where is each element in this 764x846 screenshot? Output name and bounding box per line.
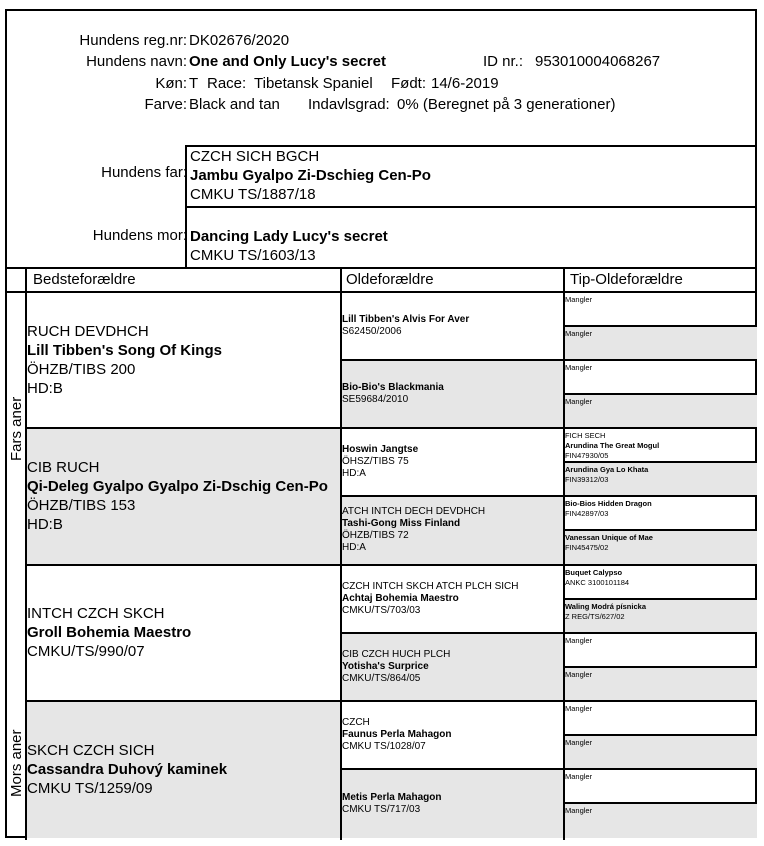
ancestor-reg: CMKU/TS/990/07: [27, 643, 145, 660]
ancestor-titles: Mangler: [565, 737, 593, 747]
great-great-grandparents-cell: [565, 327, 757, 361]
great-great-grandparents-cell: [565, 600, 757, 634]
name-value: One and Only Lucy's secret: [189, 53, 386, 70]
ancestor-name: Waling Modrá písnicka: [565, 601, 646, 611]
ancestor-name: Vanessan Unique of Mae: [565, 533, 653, 543]
mother-label: Hundens mor:: [92, 227, 187, 244]
ancestor-entry: [565, 499, 757, 519]
dog-header: [7, 11, 755, 145]
ancestor-entry: [342, 649, 563, 685]
ancestor-entry: [565, 363, 757, 373]
great-grandparents-cell: [342, 293, 563, 361]
ancestor-titles: Mangler: [565, 363, 593, 373]
ancestor-titles: Mangler: [565, 635, 593, 645]
race-label: Race:: [207, 75, 247, 92]
ancestor-name: Hoswin Jangtse: [342, 444, 419, 456]
ancestor-titles: Mangler: [565, 703, 593, 713]
ancestor-name: Bio-Bio's Blackmania: [342, 382, 444, 394]
ancestor-reg: FIN45475/02: [565, 543, 609, 553]
sex-label: Køn:: [155, 75, 187, 92]
great-great-grandparents-cell: [565, 497, 757, 531]
father-label: Hundens far:: [101, 164, 187, 181]
ancestor-entry: [565, 329, 757, 339]
ancestor-name: Yotisha's Surprice: [342, 660, 429, 672]
divider: [340, 267, 342, 840]
ancestor-entry: [565, 704, 757, 714]
great-great-grandparents-cell: [565, 634, 757, 668]
inbreeding-value: 0% (Beregnet på 3 generationer): [397, 96, 616, 113]
divider: [25, 267, 27, 840]
mother-box: [187, 227, 757, 265]
ancestor-entry: [565, 636, 757, 646]
pedigree-sheet: [5, 9, 757, 838]
ancestor-titles: FICH SECH: [565, 431, 606, 441]
ancestor-name: Lill Tibben's Song Of Kings: [27, 342, 222, 359]
ancestor-titles: CZCH INTCH SKCH ATCH PLCH SICH: [342, 580, 519, 592]
great-great-grandparents-cell: [565, 361, 757, 395]
ancestor-titles: Mangler: [565, 397, 593, 407]
ancestor-extra: HD:B: [27, 380, 63, 397]
column-header-great-grandparents: Oldeforældre: [346, 271, 434, 288]
name-label: Hundens navn:: [86, 53, 187, 70]
ancestor-entry: [342, 792, 563, 816]
ancestor-titles: INTCH CZCH SKCH: [27, 605, 165, 622]
ancestor-reg: S62450/2006: [342, 326, 402, 337]
great-grandparents-cell: [342, 497, 563, 565]
color-label: Farve:: [144, 96, 187, 113]
ancestor-titles: RUCH DEVDHCH: [27, 323, 149, 340]
ancestor-titles: CZCH: [342, 716, 370, 728]
id-value: 953010004068267: [535, 53, 661, 70]
ancestor-extra: HD:B: [27, 516, 63, 534]
great-grandparents-cell: [342, 361, 563, 429]
grandparents-cell: [27, 293, 340, 429]
ancestor-titles: Mangler: [565, 329, 593, 339]
ancestor-entry: [342, 314, 563, 338]
ancestor-entry: [342, 581, 563, 617]
ancestor-titles: ATCH INTCH DECH DEVDHCH: [342, 506, 486, 518]
ancestor-titles: CIB RUCH: [27, 459, 100, 477]
ancestor-name: Arundina The Great Mogul: [565, 441, 660, 451]
grandparents-cell: [27, 566, 340, 702]
mother-reg: CMKU TS/1603/13: [190, 247, 316, 264]
ancestor-reg: ÖHSZ/TIBS 75: [342, 456, 409, 468]
father-box: [187, 147, 757, 204]
name-row: [7, 53, 755, 75]
ancestor-reg: Z REG/TS/627/02: [565, 611, 625, 621]
race-value: Tibetansk Spaniel: [254, 75, 373, 92]
great-great-grandparents-cell: [565, 293, 757, 327]
great-great-grandparents-cell: [565, 668, 757, 702]
father-titles: CZCH SICH BGCH: [190, 148, 320, 165]
ancestor-reg: CMKU/TS/864/05: [342, 672, 421, 684]
mother-side: [7, 567, 25, 838]
ancestor-entry: [565, 397, 757, 407]
father-side: [7, 293, 25, 565]
ancestor-reg: CMKU TS/1259/09: [27, 780, 153, 798]
ancestor-entry: [565, 533, 757, 553]
ancestor-name: Groll Bohemia Maestro: [27, 624, 192, 641]
ancestor-entry: [565, 602, 757, 622]
divider: [563, 267, 565, 840]
ancestor-reg: CMKU TS/717/03: [342, 803, 421, 815]
ancestor-reg: FIN42897/03: [565, 509, 609, 519]
born-value: 14/6-2019: [431, 75, 499, 92]
ancestor-titles: Mangler: [565, 771, 593, 781]
reg-value: DK02676/2020: [189, 32, 290, 49]
ancestor-name: Qi-Deleg Gyalpo Gyalpo Zi-Dschig Cen-Po: [27, 478, 328, 496]
ancestor-entry: [342, 444, 563, 480]
ancestor-titles: Mangler: [565, 669, 593, 679]
divider: [185, 206, 757, 208]
father-reg: CMKU TS/1887/18: [190, 186, 316, 203]
column-header-grandparents: Bedsteforældre: [33, 271, 136, 288]
ancestor-reg: ANKC 3100101184: [565, 577, 630, 587]
ancestor-entry: [565, 738, 757, 748]
great-great-grandparents-cell: [565, 463, 757, 497]
great-great-grandparents-cell: [565, 395, 757, 429]
ancestor-reg: CMKU/TS/703/03: [342, 604, 421, 616]
sex-value: T: [189, 75, 199, 92]
ancestor-name: Arundina Gya Lo Khata: [565, 465, 649, 475]
father-name: Jambu Gyalpo Zi-Dschieg Cen-Po: [190, 167, 431, 184]
great-grandparents-cell: [342, 634, 563, 702]
ancestor-entry: [565, 772, 757, 782]
ancestor-reg: ÖHZB/TIBS 72: [342, 530, 409, 542]
great-great-grandparents-cell: [565, 566, 757, 600]
ancestor-entry: [342, 506, 563, 554]
ancestor-reg: SE59684/2010: [342, 394, 409, 406]
ancestor-entry: [565, 568, 757, 588]
great-great-grandparents-cell: [565, 770, 757, 804]
ancestor-entry: [342, 717, 563, 753]
ancestor-entry: [27, 604, 340, 661]
color-row: [7, 96, 755, 118]
ancestor-name: Achtaj Bohemia Maestro: [342, 592, 459, 604]
father-side-label: Fars aner: [8, 396, 25, 461]
ancestor-reg: FIN47930/05: [565, 451, 609, 461]
ancestor-reg: ÖHZB/TIBS 200: [27, 361, 136, 378]
ancestor-name: Faunus Perla Mahagon: [342, 728, 452, 740]
grandparents-cell: [27, 702, 340, 838]
great-great-grandparents-cell: [565, 702, 757, 736]
ancestor-name: Lill Tibben's Alvis For Aver: [342, 314, 470, 325]
great-great-grandparents-cell: [565, 804, 757, 838]
sex-row: [7, 75, 755, 97]
ancestor-name: Buquet Calypso: [565, 567, 623, 577]
ancestor-extra: HD:A: [342, 542, 366, 554]
ancestor-entry: [565, 431, 757, 461]
inbreeding-label: Indavlsgrad:: [308, 96, 390, 113]
ancestor-entry: [27, 458, 340, 534]
great-grandparents-cell: [342, 770, 563, 838]
ancestor-titles: SKCH CZCH SICH: [27, 742, 155, 760]
id-label: ID nr.:: [483, 53, 524, 70]
ancestor-name: Cassandra Duhový kaminek: [27, 761, 228, 779]
grandparents-cell: [27, 429, 340, 565]
great-great-grandparents-cell: [565, 531, 757, 565]
great-grandparents-cell: [342, 429, 563, 497]
ancestor-entry: [565, 806, 757, 816]
ancestor-extra: HD:A: [342, 468, 366, 480]
ancestor-name: Bio-Bios Hidden Dragon: [565, 499, 652, 509]
ancestor-name: Metis Perla Mahagon: [342, 791, 442, 803]
ancestor-name: Tashi-Gong Miss Finland: [342, 518, 461, 530]
ancestor-reg: CMKU TS/1028/07: [342, 740, 426, 752]
ancestor-entry: [565, 465, 757, 485]
ancestor-entry: [27, 741, 340, 798]
ancestor-entry: [565, 295, 757, 305]
ancestor-entry: [342, 382, 563, 406]
great-grandparents-cell: [342, 566, 563, 634]
ancestor-reg: FIN39312/03: [565, 475, 609, 485]
great-great-grandparents-cell: [565, 429, 757, 463]
mother-side-label: Mors aner: [8, 729, 25, 797]
mother-name: Dancing Lady Lucy's secret: [190, 228, 388, 245]
ancestor-entry: [565, 670, 757, 680]
ancestor-titles: Mangler: [565, 295, 593, 304]
great-grandparents-cell: [342, 702, 563, 770]
great-great-grandparents-cell: [565, 736, 757, 770]
ancestor-titles: CIB CZCH HUCH PLCH: [342, 648, 451, 660]
ancestor-entry: [27, 322, 340, 398]
column-header-great-great-grandparents: Tip-Oldeforældre: [570, 271, 683, 288]
color-value: Black and tan: [189, 96, 280, 113]
ancestor-reg: ÖHZB/TIBS 153: [27, 497, 136, 515]
ancestor-titles: Mangler: [565, 805, 593, 815]
born-label: Født:: [391, 75, 427, 92]
reg-label: Hundens reg.nr:: [79, 32, 187, 49]
